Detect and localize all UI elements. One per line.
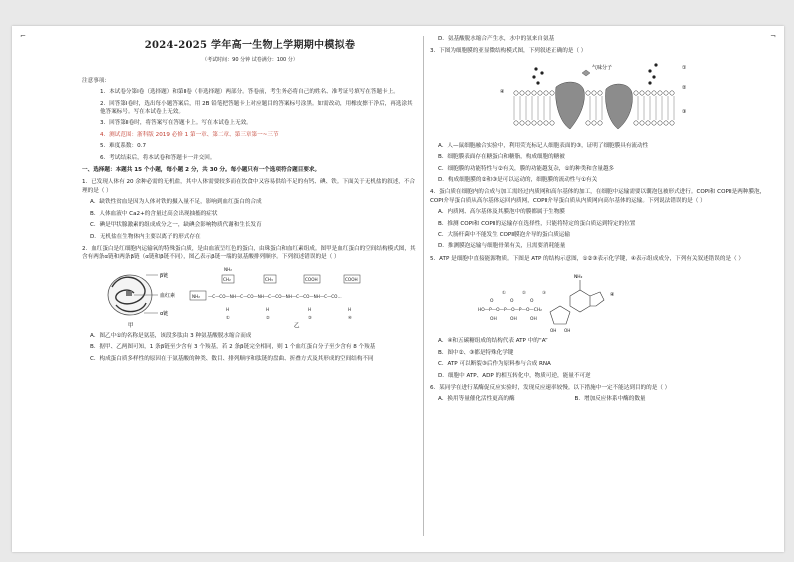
svg-text:OH: OH bbox=[510, 317, 517, 323]
svg-text:H: H bbox=[308, 306, 312, 312]
question-1-option-c: C．碘是甲状腺激素的组成成分之一，缺碘会影响物质代谢和生长发育 bbox=[90, 222, 262, 229]
question-3-option-c: C．细胞膜的功能特性与②有关，膜的功能越复杂，①的种类和含量越多 bbox=[438, 165, 615, 172]
question-2-option-b: B．据甲、乙两图可知，1 条β链至少含有 3 个羧基，若 2 条β链完全相同，则 1 个血红蛋白分子至少含有 8 个羧基 bbox=[90, 344, 376, 351]
question-4-option-c: C．大肠杆菌中不能发生 COPⅡ膜泡介导的蛋白质运输 bbox=[438, 232, 570, 239]
svg-text:OH: OH bbox=[530, 317, 537, 323]
exam-page bbox=[12, 26, 784, 552]
label-circle-1: ① bbox=[682, 64, 687, 71]
question-3-option-b: B．细胞膜表面存在糖蛋白和糖脂，构成细胞的糖被 bbox=[438, 154, 565, 161]
label-beta-chain: β链 bbox=[160, 272, 169, 279]
question-4-option-d: D．推测膜泡运输与细胞骨架有关，且需要消耗能量 bbox=[438, 243, 566, 250]
atp-structure-figure bbox=[446, 266, 666, 334]
ribose-hydroxyls bbox=[550, 328, 570, 333]
label-odor-molecule: 气味分子 bbox=[592, 64, 613, 71]
question-6-stem: 6．某同学在进行某酶促反应实验时，发现反应速率较慢。以下措施中一定不能达到目的的是（ ） bbox=[430, 384, 671, 391]
note-1: 1．本试卷分第Ⅰ卷（选择题）和第Ⅱ卷（非选择题）两部分。答卷前，考生务必将自己的姓名、准考证号填写在答题卡上。 bbox=[100, 89, 399, 96]
notes-heading: 注意事项： bbox=[82, 77, 110, 84]
svg-text:NH₂: NH₂ bbox=[192, 293, 200, 299]
question-1-stem: 1．已发现人体有 20 余种必需的无机盐，其中人体需要较多而在饮食中又容易供给不足的有钙、碘、铁。下面关于无机盐的叙述，不合理的是（ ） bbox=[82, 179, 416, 194]
svg-text:HO—P—O—P—O—P—O—CH₂: HO—P—O—P—O—P—O—CH₂ bbox=[478, 308, 542, 314]
question-2-option-d: D．氨基酸脱水缩合产生水，水中的氢来自氨基 bbox=[438, 36, 555, 42]
svg-text:O: O bbox=[530, 299, 534, 305]
corner-mark-top-right: ¬ bbox=[770, 32, 776, 40]
svg-text:O: O bbox=[510, 299, 514, 305]
ribose-ring bbox=[550, 306, 570, 324]
svg-text:④: ④ bbox=[348, 314, 352, 320]
note-4-test-scope: 4．测试范围：浙科版 2019 必修 1 第一章、第二章、第三章第一~三节 bbox=[100, 131, 279, 138]
question-5-option-a: A．④和五碳糖组成的结构代表 ATP 中的“A” bbox=[438, 338, 548, 345]
svg-text:H: H bbox=[226, 306, 230, 312]
label-circle-4-atp: ④ bbox=[610, 292, 615, 299]
svg-text:①: ① bbox=[502, 291, 506, 297]
exam-title: 2024-2025 学年高一生物上学期期中模拟卷 bbox=[144, 40, 356, 51]
label-circle-2: ② bbox=[682, 84, 687, 91]
svg-text:②: ② bbox=[266, 314, 270, 320]
note-3: 3．回答第Ⅱ卷时，将答案写在答题卡上。写在本试卷上无效。 bbox=[100, 120, 252, 127]
question-4-stem: 4．蛋白质在细胞内的合成与加工需经过内质网和高尔基体的加工，在细胞中运输需要以囊泡包被形式进行。COPⅠ和 COPⅡ是两种膜泡，COPⅠ介导蛋白质从高尔基体运回内质网，COPⅡ介导蛋白质从内质网向高尔基体的运输。下列说法错误的是（ ） bbox=[430, 189, 766, 204]
exam-subtitle: （考试时间：90 分钟 试卷满分：100 分） bbox=[202, 57, 298, 64]
peptide-chain-diagram bbox=[190, 267, 360, 320]
svg-text:OH: OH bbox=[550, 328, 557, 334]
svg-text:—C—CO—NH—C—CO—NH—C—CO—NH—C—CO—: —C—CO—NH—C—CO—NH—C—CO—NH—C—CO—NH—C—CO… bbox=[208, 293, 342, 299]
figure-label-yi: 乙 bbox=[294, 322, 300, 329]
question-5-option-d: D．细胞中 ATP、ADP 的相互转化中，物质可逆，能量不可逆 bbox=[438, 372, 591, 379]
note-6: 6．考试结束后，将本试卷和答题卡一并交回。 bbox=[100, 154, 216, 161]
question-4-option-b: B．推测 COPⅠ和 COPⅡ的运输存在选择性，只能将特定的蛋白质运到特定的位置 bbox=[438, 220, 636, 227]
question-4-option-a: A．内质网、高尔基体及其膜泡中的膜都属于生物膜 bbox=[438, 209, 565, 216]
svg-text:CH₂: CH₂ bbox=[223, 276, 231, 282]
svg-text:②: ② bbox=[522, 291, 526, 297]
note-5-difficulty: 5．难度系数：0.7 bbox=[100, 143, 147, 150]
svg-text:NH₂: NH₂ bbox=[224, 266, 232, 272]
phospholipid-bilayer bbox=[514, 91, 674, 125]
question-5-option-c: C．ATP 可以断裂③后作为原料参与合成 RNA bbox=[438, 361, 551, 368]
question-6-option-a: A．换用等量催化活性更高的酶 bbox=[438, 396, 515, 403]
svg-text:OH: OH bbox=[564, 328, 571, 334]
label-alpha-chain: α链 bbox=[160, 310, 169, 317]
right-column bbox=[430, 32, 770, 404]
odor-molecule-shape bbox=[582, 70, 590, 76]
svg-text:COOH: COOH bbox=[305, 276, 318, 282]
question-1-option-b: B．人体血液中 Ca2+的含量过高会出现抽搐的症状 bbox=[90, 210, 218, 217]
question-5-option-b: B．图中②、③都是特殊化学键 bbox=[438, 349, 514, 356]
column-divider bbox=[423, 36, 424, 536]
left-column bbox=[82, 26, 418, 363]
question-5-stem: 5．ATP 是细胞中直接能源物质。下图是 ATP 的结构示意图，①②③表示化学键，④表示组成成分，下列有关叙述错误的是（ ） bbox=[430, 255, 745, 262]
question-3-option-d: D．构成细胞膜的②和③是可以运动的，细胞膜的流动性与①有关 bbox=[438, 177, 598, 184]
svg-text:COOH: COOH bbox=[345, 276, 358, 282]
svg-text:O: O bbox=[490, 299, 494, 305]
svg-text:H: H bbox=[266, 306, 270, 312]
question-3-option-a: A．人—鼠细胞融合实验中，利用荧光标记人细胞表面的③，证明了细胞膜具有流动性 bbox=[438, 142, 649, 149]
atp-phosphate-groups bbox=[478, 290, 546, 322]
question-6-option-b: B．增加反应体系中酶的数量 bbox=[574, 396, 646, 403]
cell-membrane-figure bbox=[446, 59, 746, 139]
label-circle-3: ③ bbox=[682, 108, 687, 115]
amine-group-label: NH₂ bbox=[574, 275, 583, 281]
question-2-option-c: C．构成蛋白质多样性的原因在于氨基酸的种类、数目、排列顺序和肽链的盘曲、折叠方式及其形成的空间结构不同 bbox=[90, 355, 374, 362]
svg-text:①: ① bbox=[226, 314, 230, 320]
question-3-stem: 3．下图为细胞膜的亚显微结构模式图，下列叙述正确的是（ ） bbox=[430, 48, 587, 55]
question-6-options bbox=[430, 395, 770, 403]
svg-text:③: ③ bbox=[542, 291, 546, 297]
label-circle-4: ④ bbox=[500, 88, 505, 95]
question-1-option-d: D．无机盐在生物体内主要以离子的形式存在 bbox=[90, 233, 201, 240]
note-2: 2．回答第Ⅰ卷时，选出每小题答案后，用 2B 铅笔把答题卡上对应题目的答案标号涂黑。如需改动，用橡皮擦干净后，再选涂其他答案标号。写在本试卷上无效。 bbox=[100, 100, 413, 116]
hemoglobin-figure bbox=[98, 265, 408, 329]
figure-label-jia: 甲 bbox=[128, 322, 134, 329]
svg-text:H: H bbox=[348, 306, 352, 312]
question-2-stem: 2．血红蛋白是红细胞内运输氧的特殊蛋白质，是由血液呈红色的蛋白，由珠蛋白和血红素组成。图甲是血红蛋白的空间结构模式图，其含有两条α链和两条β链（α链和β链不同），图乙表示β链一端的氨基酸排列顺序。下列叙述错误的是（ ） bbox=[82, 245, 416, 261]
adenine-ring bbox=[570, 280, 604, 312]
question-1-option-a: A．缺铁性贫血是因为人体对铁的摄入量不足，影响到血红蛋白的合成 bbox=[90, 199, 262, 206]
svg-text:OH: OH bbox=[490, 317, 497, 323]
section-1-heading: 一、选择题：本题共 15 个小题，每小题 2 分，共 30 分。每小题只有一个选项符合题目要求。 bbox=[82, 167, 321, 174]
svg-text:③: ③ bbox=[308, 314, 312, 320]
label-heme: 血红素 bbox=[160, 292, 176, 299]
question-2-option-a: A．图乙中①的名称是氨基，该段多肽由 3 种氨基酸脱水缩合而成 bbox=[90, 332, 252, 339]
corner-mark-top-left: ⌐ bbox=[20, 32, 26, 40]
svg-text:CH₃: CH₃ bbox=[265, 276, 273, 282]
